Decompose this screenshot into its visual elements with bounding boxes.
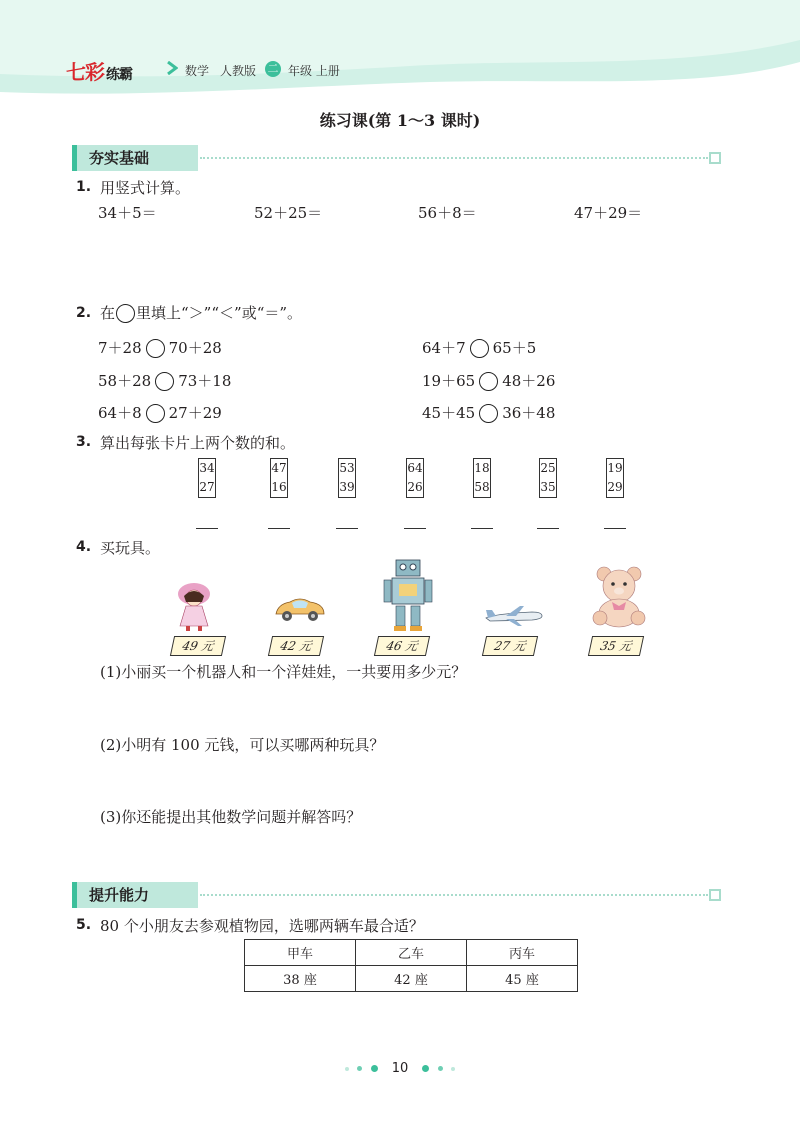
comparison-right: 36＋48: [502, 404, 556, 422]
question-text: 80 个小朋友去参观植物园，选哪两辆车最合适？: [100, 917, 424, 935]
section-end-box: [709, 152, 721, 164]
section-divider: [200, 894, 708, 896]
answer-blank[interactable]: [471, 528, 493, 529]
doll-icon: [172, 580, 216, 632]
section-divider: [200, 157, 708, 159]
section-basics-label: 夯实基础: [72, 145, 198, 171]
comparison-left: 19＋65: [422, 372, 476, 390]
answer-blank[interactable]: [268, 528, 290, 529]
comparison-left: 64＋8: [98, 404, 142, 422]
answer-circle[interactable]: [155, 372, 174, 391]
answer-blank[interactable]: [196, 528, 218, 529]
price-tag: 42 元: [268, 636, 324, 656]
dot-icon: [357, 1066, 362, 1071]
header-edition: 人教版: [220, 64, 257, 78]
grade-badge: 二: [265, 61, 281, 77]
header-grade: 年级 上册: [288, 64, 340, 78]
number-card: [606, 458, 624, 498]
teddy-bear-icon: [590, 566, 648, 628]
number-card: [270, 458, 288, 498]
table-header-cell: 丙车: [467, 940, 578, 966]
number-card: [473, 458, 491, 498]
comparison-left: 64＋7: [422, 339, 466, 357]
card-number: 53: [339, 461, 355, 475]
card-number: 18: [474, 461, 490, 475]
comparison: [422, 402, 555, 423]
card-number: 35: [540, 480, 556, 494]
brand-name-part2: 练霸: [106, 67, 132, 83]
comparison: [422, 370, 555, 391]
answer-circle[interactable]: [146, 339, 165, 358]
question-text: 买玩具。: [100, 539, 161, 557]
comparison: [422, 337, 536, 358]
sub-question: (1)小丽买一个机器人和一个洋娃娃，一共要用多少元？: [100, 663, 467, 681]
price-tag: 46 元: [374, 636, 430, 656]
price-tag: 49 元: [170, 636, 226, 656]
card-number: 47: [271, 461, 287, 475]
price-tag: 27 元: [482, 636, 538, 656]
sub-question: (2)小明有 100 元钱，可以买哪两种玩具？: [100, 736, 385, 754]
header-banner: [0, 0, 800, 100]
dot-icon: [345, 1067, 349, 1071]
number-card: [198, 458, 216, 498]
comparison-left: 45＋45: [422, 404, 476, 422]
card-number: 34: [199, 461, 215, 475]
dot-icon: [438, 1066, 443, 1071]
page-title: 练习课(第 1～3 课时): [319, 111, 481, 130]
answer-circle[interactable]: [479, 372, 498, 391]
card-number: 29: [607, 480, 623, 494]
blank-circle-icon: [116, 304, 135, 323]
card-number: 64: [407, 461, 423, 475]
question-number: 2.: [76, 305, 92, 321]
number-card: [539, 458, 557, 498]
question-number: 5.: [76, 917, 92, 933]
answer-blank[interactable]: [404, 528, 426, 529]
card-number: 19: [607, 461, 623, 475]
table-cell: 45 座: [467, 966, 578, 992]
brand-logo: [66, 56, 132, 85]
question-number: 3.: [76, 434, 92, 450]
expression: 47＋29＝: [574, 204, 643, 222]
question-text-part: 在: [100, 304, 116, 322]
card-number: 16: [271, 480, 287, 494]
car-icon: [272, 594, 328, 624]
comparison: [98, 402, 222, 423]
question-number: 1.: [76, 179, 92, 195]
answer-circle[interactable]: [146, 404, 165, 423]
table-row: [245, 966, 578, 992]
comparison-right: 65＋5: [492, 339, 537, 357]
table-row: [245, 940, 578, 966]
answer-blank[interactable]: [537, 528, 559, 529]
dot-icon: [371, 1065, 378, 1072]
comparison-right: 27＋29: [168, 404, 222, 422]
answer-circle[interactable]: [470, 339, 489, 358]
table-cell: 38 座: [245, 966, 356, 992]
question-text: 算出每张卡片上两个数的和。: [100, 434, 296, 452]
card-number: 58: [474, 480, 490, 494]
question-text-part: 里填上“＞”“＜”或“＝”。: [136, 304, 303, 322]
table-header-cell: 甲车: [245, 940, 356, 966]
table-header-cell: 乙车: [356, 940, 467, 966]
page-footer: [0, 1061, 800, 1076]
comparison-left: 7＋28: [98, 339, 142, 357]
question-number: 4.: [76, 539, 92, 555]
comparison-right: 70＋28: [168, 339, 222, 357]
comparison: [98, 370, 231, 391]
dot-icon: [422, 1065, 429, 1072]
expression: 52＋25＝: [254, 204, 323, 222]
comparison-left: 58＋28: [98, 372, 152, 390]
question-text: 用竖式计算。: [100, 179, 191, 197]
number-card: [406, 458, 424, 498]
question-text: [100, 302, 302, 323]
card-number: 26: [407, 480, 423, 494]
dot-icon: [451, 1067, 455, 1071]
comparison: [98, 337, 222, 358]
card-number: 25: [540, 461, 556, 475]
answer-circle[interactable]: [479, 404, 498, 423]
price-tag: 35 元: [588, 636, 644, 656]
card-number: 39: [339, 480, 355, 494]
car-seats-table: [244, 939, 578, 992]
sub-question: (3)你还能提出其他数学问题并解答吗？: [100, 808, 362, 826]
comparison-right: 73＋18: [178, 372, 232, 390]
section-advanced-label: 提升能力: [72, 882, 198, 908]
section-end-box: [709, 889, 721, 901]
chevron-right-icon: [166, 61, 178, 75]
airplane-icon: [484, 604, 544, 628]
number-card: [338, 458, 356, 498]
expression: 34＋5＝: [98, 204, 157, 222]
card-number: 27: [199, 480, 215, 494]
robot-icon: [382, 558, 434, 632]
brand-name-part1: 七彩: [66, 60, 104, 84]
table-cell: 42 座: [356, 966, 467, 992]
page-number: 10: [391, 1061, 409, 1076]
answer-blank[interactable]: [604, 528, 626, 529]
comparison-right: 48＋26: [502, 372, 556, 390]
header-subject: 数学: [185, 64, 210, 78]
answer-blank[interactable]: [336, 528, 358, 529]
expression: 56＋8＝: [418, 204, 477, 222]
